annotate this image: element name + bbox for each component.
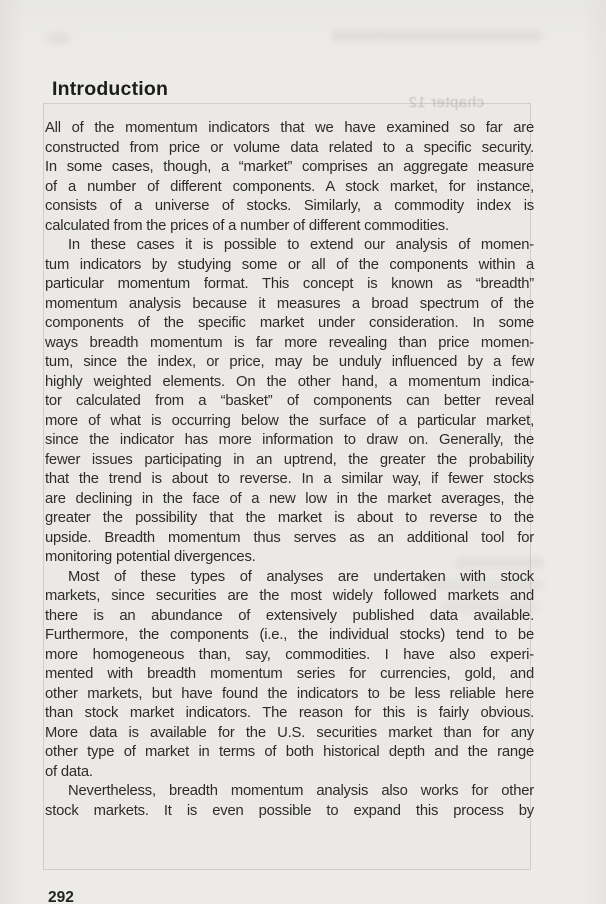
text-line: greater the possibility that the market is about to reverse to the	[45, 510, 534, 526]
text-line: are declining in the face of a new low in the market averages, the	[45, 490, 534, 507]
text-line: ways breadth momentum is far more revealing than price momen-	[45, 334, 534, 351]
text-line: other markets, but have found the indicators to be less reliable here	[45, 685, 534, 702]
text-line: components of the specific market under consideration. In some	[45, 315, 534, 331]
text-line: In some cases, though, a “market” comprises an aggregate measure	[45, 159, 534, 175]
text-line: particular momentum format. This concept is known as “breadth”	[45, 276, 534, 292]
text-line: that the trend is about to reverse. In a similar way, if fewer stocks	[45, 471, 534, 487]
text-block	[45, 119, 534, 821]
text-line: highly weighted elements. On the other hand, a momentum indica-	[45, 373, 534, 390]
text-line: Nevertheless, breadth momentum analysis also works for other	[68, 783, 534, 799]
text-line: there is an abundance of extensively published data available.	[45, 607, 534, 624]
text-line: other type of market in terms of both historical depth and the range	[45, 744, 534, 760]
text-line: Furthermore, the components (i.e., the individual stocks) tend to be	[45, 627, 534, 643]
text-line: more homogeneous than, say, commodities. I have also experi-	[45, 646, 534, 663]
ghost-running-head-blob	[332, 30, 542, 41]
text-line: consists of a universe of stocks. Similarly, a commodity index is	[45, 198, 534, 214]
text-line: upside. Breadth momentum thus serves as an additional tool for	[45, 529, 534, 546]
text-line: Most of these types of analyses are undertaken with stock	[68, 568, 534, 585]
text-line: more of what is occurring below the surface of a particular market,	[45, 412, 534, 429]
text-line: tor calculated from a “basket” of components can better reveal	[45, 393, 534, 409]
text-line: of a number of different components. A stock market, for instance,	[45, 178, 534, 195]
text-line: In these cases it is possible to extend our analysis of momen-	[68, 237, 534, 253]
text-line: All of the momentum indicators that we have examined so far are	[45, 120, 534, 136]
text-line: calculated from the prices of a number of different commodities.	[45, 217, 449, 234]
page-number: 292	[48, 889, 74, 904]
section-title: Introduction	[52, 78, 169, 100]
text-line: tum, since the index, or price, may be unduly influenced by a few	[45, 354, 534, 370]
text-line: of data.	[45, 763, 93, 780]
text-line: mented with breadth momentum series for currencies, gold, and	[45, 666, 534, 682]
ghost-pagenumber-blob	[47, 33, 69, 44]
text-line: since the indicator has more information to draw on. Generally, the	[45, 432, 534, 448]
text-line: than stock market indicators. The reason for this is fairly obvious.	[45, 705, 534, 721]
text-line: momentum analysis because it measures a broad spectrum of the	[45, 295, 534, 312]
text-line: markets, since securities are the most widely followed markets and	[45, 588, 534, 604]
text-line: constructed from price or volume data related to a specific security.	[45, 139, 534, 156]
text-line: tum indicators by studying some or all of the components within a	[45, 256, 534, 273]
text-line: stock markets. It is even possible to expand this process by	[45, 802, 534, 819]
text-line: fewer issues participating in an uptrend, the greater the probability	[45, 451, 534, 468]
text-line: More data is available for the U.S. securities market than for any	[45, 724, 534, 741]
text-line: monitoring potential divergences.	[45, 549, 256, 565]
ghost-chapter-label: chapter 12	[408, 94, 484, 111]
